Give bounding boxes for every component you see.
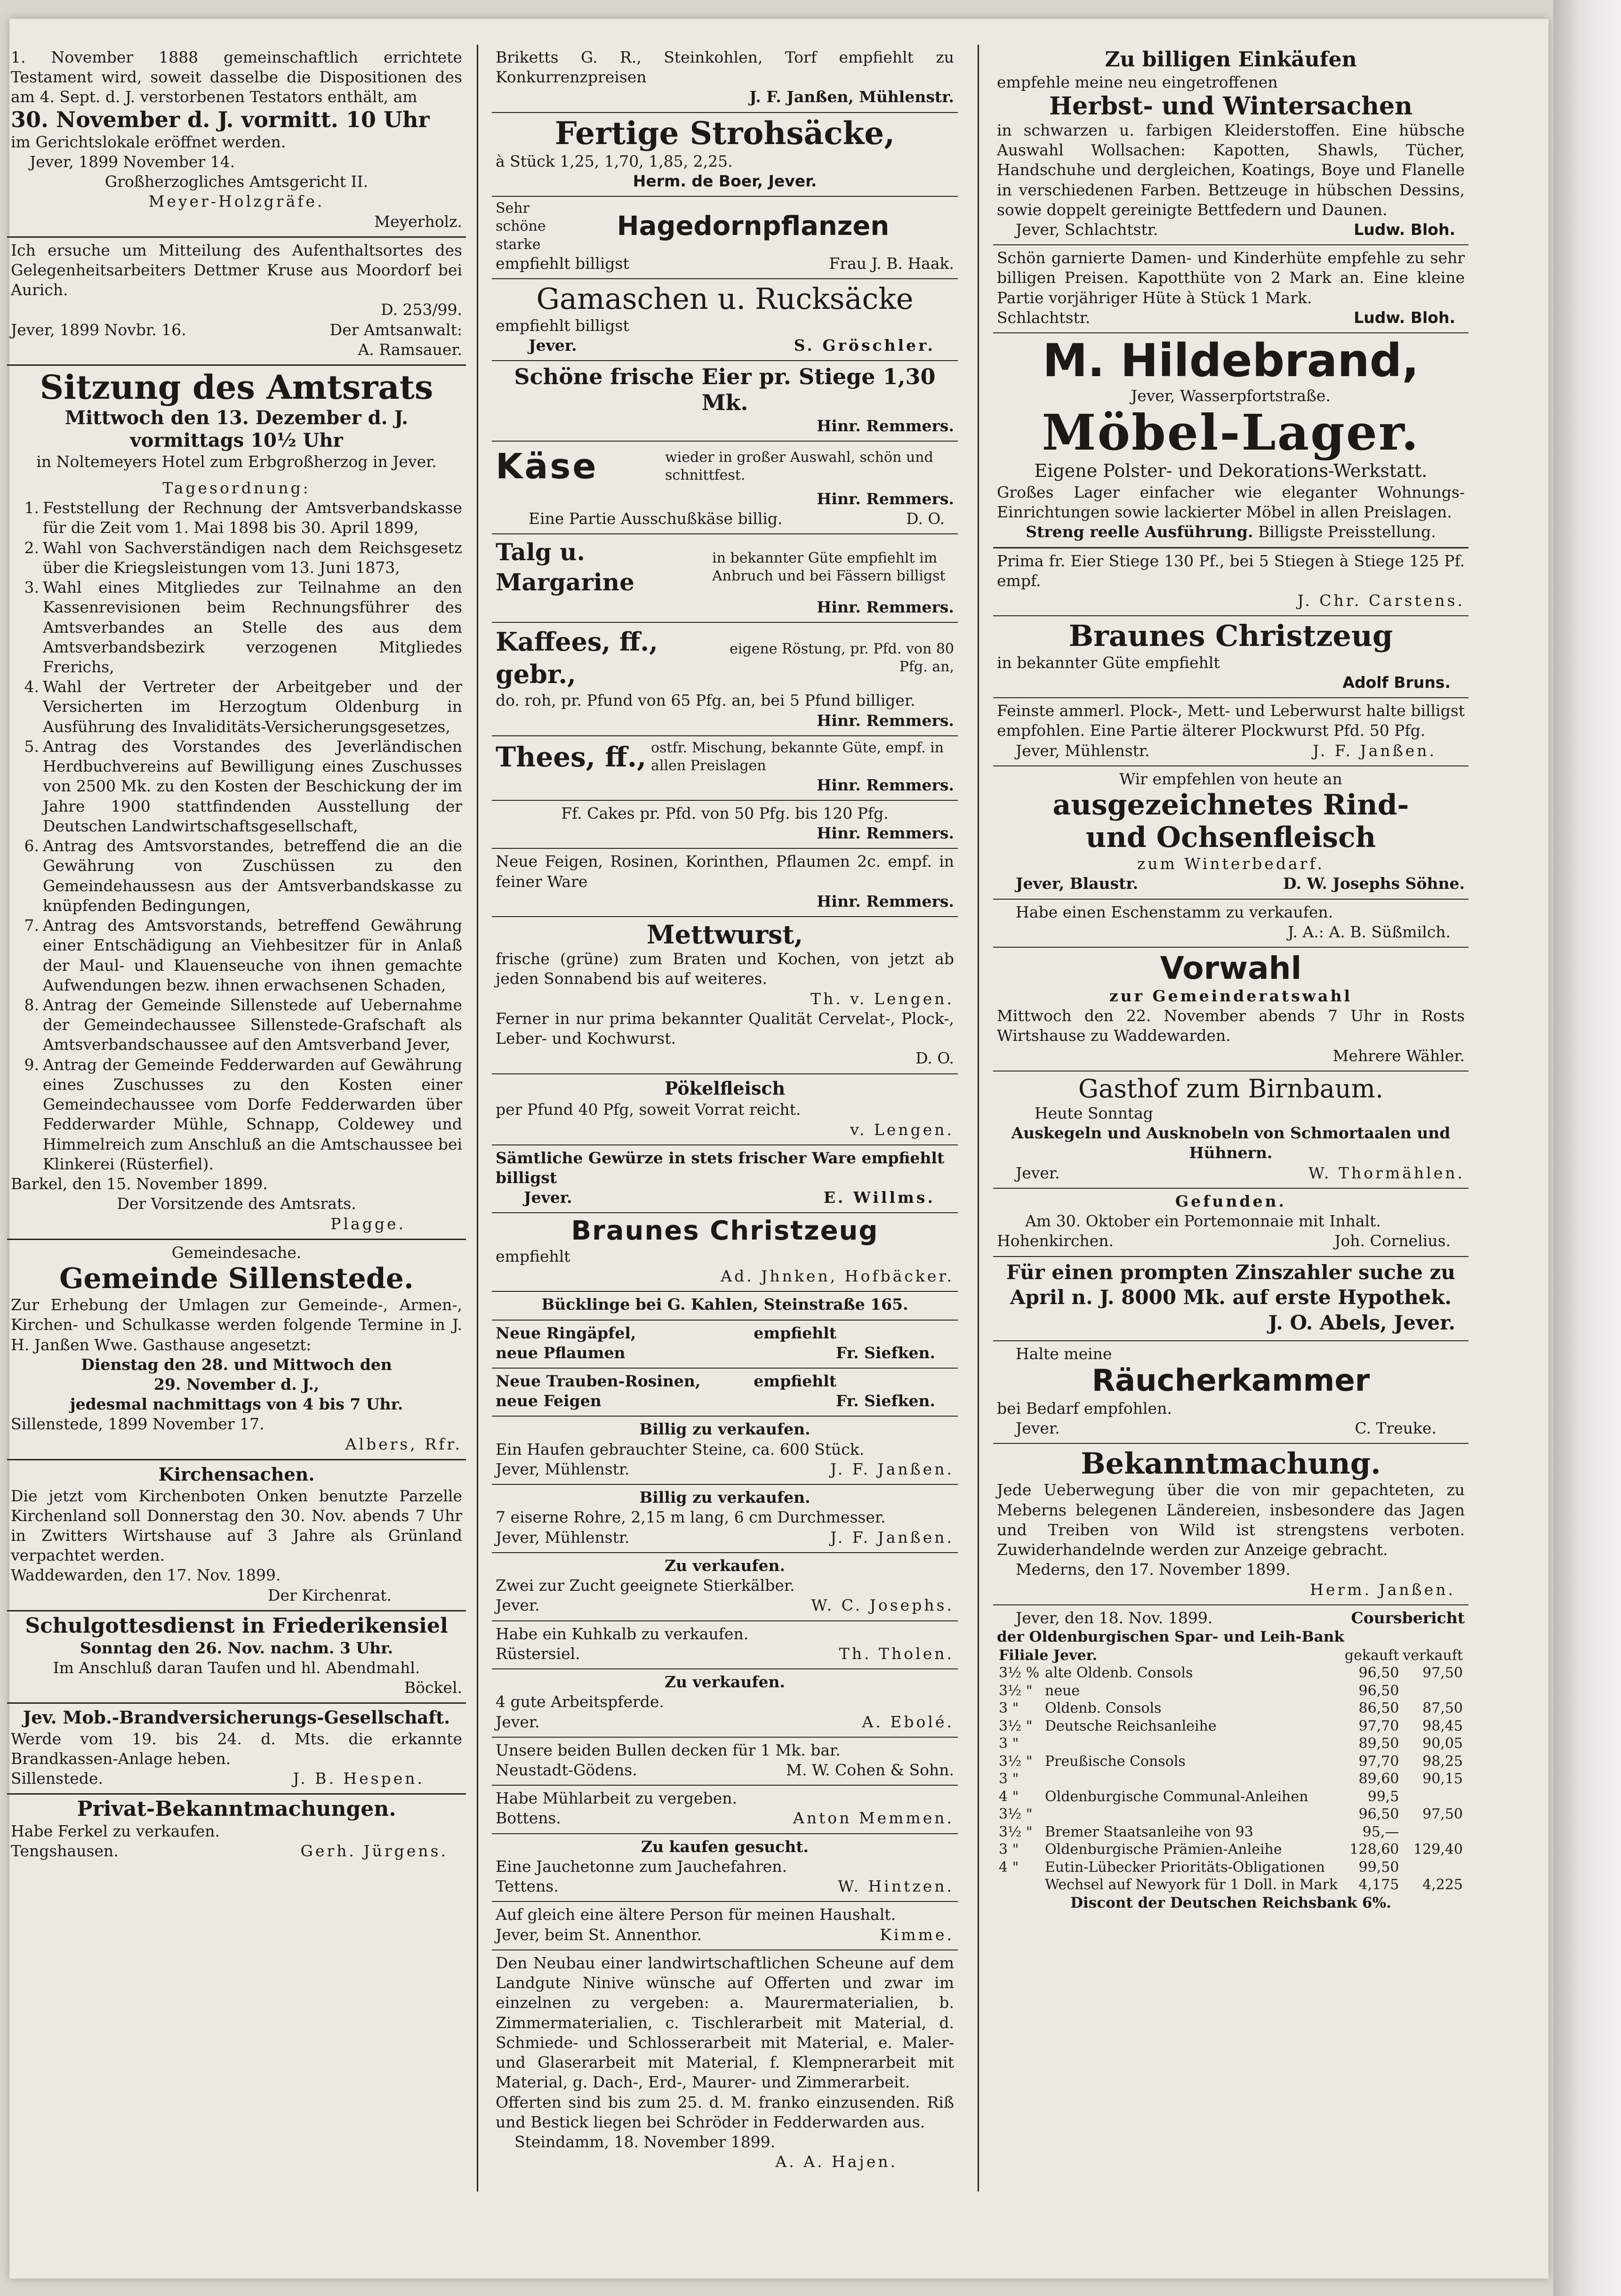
ad-christzeug-bruns xyxy=(993,616,1469,698)
agenda-item: 7. Antrag des Amtsvorstands, betreffend Gewährung einer Entschädigung an Viehbesitzer für in Anlaß der Maul- und Klauenseuche von ihnen gemachte Aufwendungen bezw. ihnen erwachsenen Schaden, xyxy=(24,916,462,994)
steine-title: Billig zu verkaufen. xyxy=(639,1420,810,1439)
thees-title: Thees, ff., xyxy=(496,741,647,773)
hildebrand-bold: Streng reelle Ausführung. xyxy=(1026,523,1253,541)
ad-briketts xyxy=(492,45,958,113)
raeucher-title: Räucherkammer xyxy=(1091,1363,1370,1399)
eier-title: Schöne frische Eier pr. Stiege 1,30 Mk. xyxy=(514,364,936,416)
kaffees-text-2: do. roh, pr. Pfund von 65 Pfg. an, bei 5 Pfund billiger. xyxy=(496,691,915,710)
muehlarbeit-text: Habe Mühlarbeit zu vergeben. xyxy=(496,1789,737,1808)
wurst-place: Jever, Mühlenstr. xyxy=(1016,741,1150,760)
ad-rohre xyxy=(492,1485,958,1553)
kaese-signature: Hinr. Remmers. xyxy=(817,489,954,508)
ringaepfel-signature: Fr. Siefken. xyxy=(835,1343,935,1362)
ad-privat xyxy=(7,1795,466,1866)
bullen-place: Neustadt-Gödens. xyxy=(496,1760,637,1779)
ad-rind xyxy=(993,766,1469,900)
kaese-extra-signature: D. O. xyxy=(906,509,945,528)
eschenstamm-signature: J. A.: A. B. Süßmilch. xyxy=(1287,922,1451,941)
table-row: 4 " Oldenburgische Communal-Anleihen 99,5 xyxy=(999,1788,1399,1805)
steine-place: Jever, Mühlenstr. xyxy=(496,1459,630,1478)
wurst-signature: J. F. Janßen. xyxy=(1313,741,1436,760)
table-row: 3 " Oldenb. Consols 86,50 87,50 xyxy=(999,1700,1463,1717)
poekel-text: per Pfund 40 Pfg, soweit Vorrat reicht. xyxy=(496,1100,801,1119)
kurse-discont: Discont der Deutschen Reichsbank 6%. xyxy=(1070,1894,1391,1911)
sillenstede-place: Sillenstede, 1899 November 17. xyxy=(11,1415,265,1434)
muehlarbeit-place: Bottens. xyxy=(496,1809,561,1828)
ad-sillenstede xyxy=(7,1240,466,1460)
vorwahl-sub: zur Gemeinderatswahl xyxy=(1109,986,1353,1005)
billig-place: Jever, Schlachtstr. xyxy=(1016,220,1158,239)
scanner-page-edge xyxy=(1553,0,1621,2296)
sillenstede-dates-2: 29. November d. J., xyxy=(153,1375,320,1394)
stierkaelber-place: Jever. xyxy=(496,1596,540,1615)
pferde-text: 4 gute Arbeitspferde. xyxy=(496,1692,664,1711)
rohre-place: Jever, Mühlenstr. xyxy=(496,1528,630,1547)
briketts-signature: J. F. Janßen, Mühlenstr. xyxy=(749,88,954,106)
kurse-col-gekauft: gekauft xyxy=(1344,1647,1399,1664)
sillenstede-dates-1: Dienstag den 28. und Mittwoch den xyxy=(81,1355,392,1374)
table-row: 3½ % alte Oldenb. Consols 96,50 97,50 xyxy=(999,1665,1463,1682)
hildebrand-title-2: Möbel-Lager. xyxy=(1042,403,1420,461)
table-row: 3½ " Preußische Consols 97,70 98,25 xyxy=(999,1753,1463,1770)
table-row: 3½ " 96,50 97,50 xyxy=(999,1806,1463,1823)
privat-signature: Gerh. Jürgens. xyxy=(300,1842,448,1861)
brandkasse-title: Jev. Mob.-Brandversicherungs-Gesellschaft. xyxy=(23,1707,450,1728)
vorwahl-title: Vorwahl xyxy=(1160,950,1302,987)
rohre-text: 7 eiserne Rohre, 2,15 m lang, 6 cm Durchmesser. xyxy=(496,1508,886,1527)
amtsrat-date: Barkel, den 15. November 1899. xyxy=(11,1175,268,1193)
aufenthalt-ref: D. 253/99. xyxy=(381,300,462,319)
person-signature: Kimme. xyxy=(880,1925,954,1944)
testament-place: Jever, 1899 November 14. xyxy=(30,152,235,171)
table-row: 3 " Oldenburgische Prämien-Anleihe 128,60 129,40 xyxy=(999,1841,1463,1858)
gewuerze-place: Jever. xyxy=(524,1188,572,1207)
agenda-list xyxy=(11,498,462,1174)
testament-rest: im Gerichtslokale eröffnet werden. xyxy=(11,132,286,151)
ad-ringaepfel xyxy=(492,1321,958,1369)
testament-signature: Meyerholz. xyxy=(374,212,462,231)
ad-gewuerze xyxy=(492,1145,958,1214)
ad-birnbaum xyxy=(993,1071,1469,1189)
gefunden-text: Am 30. Oktober ein Portemonnaie mit Inhalt. xyxy=(1025,1212,1381,1231)
agenda-item: 9. Antrag der Gemeinde Fedderwarden auf Gewährung eines Zuschusses zu den Kosten einer Gemeindechaussee vom Dorfe Fedderwarden über Fedderwarder Mühle, Schnapp, Coldewey und Himmelreich zum Anschluß an die Amtschaussee bei Klinkerei (Rüsterfiel). xyxy=(24,1055,462,1173)
bekanntmachung-signature: Herm. Janßen. xyxy=(1310,1580,1455,1599)
testament-court: Großherzogliches Amtsgericht II. xyxy=(104,172,369,191)
ad-stierkaelber xyxy=(492,1553,958,1621)
column-rule xyxy=(477,45,478,2191)
rosinen-line-1: Neue Trauben-Rosinen, xyxy=(496,1372,701,1390)
agenda-item: 1. Feststellung der Rechnung der Amtsverbandskasse für die Zeit vom 1. Mai 1898 bis 30. April 1899, xyxy=(24,499,462,537)
hagedorn-signature: Frau J. B. Haak. xyxy=(829,254,954,273)
kuhkalb-signature: Th. Tholen. xyxy=(839,1644,954,1663)
gefunden-title: Gefunden. xyxy=(1175,1192,1286,1210)
stierkaelber-signature: W. C. Josephs. xyxy=(811,1596,954,1615)
pferde-signature: A. Ebolé. xyxy=(862,1712,954,1731)
column-2 xyxy=(492,45,958,2210)
bullen-text: Unsere beiden Bullen decken für 1 Mk. bar. xyxy=(496,1740,841,1759)
rosinen-signature: Fr. Siefken. xyxy=(835,1392,935,1410)
brandkasse-text: Werde vom 19. bis 24. d. Mts. die erkannte Brandkassen-Anlage heben. xyxy=(11,1729,462,1768)
ad-eschenstamm xyxy=(993,900,1469,948)
stierkaelber-title: Zu verkaufen. xyxy=(664,1556,786,1575)
jauche-title: Zu kaufen gesucht. xyxy=(641,1837,809,1856)
table-row: 3 " 89,50 90,05 xyxy=(999,1735,1463,1752)
ad-hypothek xyxy=(993,1257,1469,1341)
rosinen-right: empfiehlt xyxy=(754,1372,836,1390)
kurse-date: Jever, den 18. Nov. 1899. xyxy=(1016,1608,1213,1627)
birnbaum-text: Auskegeln und Ausknobeln von Schmortaalen und Hühnern. xyxy=(1011,1124,1451,1162)
amtsrat-when-2: vormittags 10½ Uhr xyxy=(130,429,343,451)
ad-pferde xyxy=(492,1669,958,1738)
ad-prima-eier xyxy=(993,548,1469,617)
mettwurst-title: Mettwurst, xyxy=(646,919,803,950)
agenda-title: Tagesordnung: xyxy=(162,478,311,497)
vorwahl-signature: Mehrere Wähler. xyxy=(1332,1046,1465,1065)
rind-title-2: und Ochsenfleisch xyxy=(1085,821,1376,854)
ad-huete xyxy=(993,245,1469,333)
christzeug-title: Braunes Christzeug xyxy=(571,1216,879,1247)
raeucher-pre: Halte meine xyxy=(1016,1344,1112,1363)
hildebrand-title: M. Hildebrand, xyxy=(1043,334,1419,387)
amtsrat-board: Der Vorsitzende des Amtsrats. xyxy=(117,1194,356,1213)
sillenstede-text: Zur Erhebung der Umlagen zur Gemeinde-, Armen-, Kirchen- und Schulkasse werden folgende Termine in J. H. Janßen Wwe. Gasthause angesetzt: xyxy=(11,1296,462,1354)
mettwurst-text-2: Ferner in nur prima bekannter Qualität Cervelat-, Plock-, Leber- und Kochwurst. xyxy=(496,1009,954,1048)
talg-signature: Hinr. Remmers. xyxy=(817,598,954,617)
billig-title-2: Herbst- und Wintersachen xyxy=(1049,92,1412,121)
aufenthalt-name: A. Ramsauer. xyxy=(358,340,462,359)
birnbaum-signature: W. Thormählen. xyxy=(1308,1163,1465,1182)
birnbaum-place: Jever. xyxy=(1016,1163,1060,1182)
ad-hagedorn xyxy=(492,197,958,279)
christzeug-signature: Ad. Jhnken, Hofbäcker. xyxy=(721,1267,954,1286)
ad-kuhkalb xyxy=(492,1621,958,1669)
ad-poekel xyxy=(492,1074,958,1145)
christzeug-bruns-text: in bekannter Güte empfiehlt xyxy=(997,653,1220,672)
kaffees-signature: Hinr. Remmers. xyxy=(817,711,954,730)
ad-mettwurst xyxy=(492,917,958,1074)
kuhkalb-place: Rüstersiel. xyxy=(496,1644,580,1663)
hagedorn-title: Hagedornpflanzen xyxy=(617,211,890,242)
strohsaecke-title: Fertige Strohsäcke, xyxy=(554,114,895,152)
gamaschen-signature: S. Gröschler. xyxy=(794,336,935,354)
table-row: 3½ " neue 96,50 xyxy=(999,1682,1399,1699)
huete-signature: Ludw. Bloh. xyxy=(1354,308,1455,327)
billig-text: empfehle meine neu eingetroffenen xyxy=(997,73,1278,91)
rind-title: ausgezeichnetes Rind- xyxy=(1052,789,1409,822)
poekel-signature: v. Lengen. xyxy=(850,1120,954,1139)
ad-rosinen xyxy=(492,1369,958,1417)
jauche-signature: W. Hintzen. xyxy=(838,1877,954,1896)
table-row: 4 " Eutin-Lübecker Prioritäts-Obligationen 99,50 xyxy=(999,1859,1399,1876)
rind-place: Jever, Blaustr. xyxy=(1016,874,1139,893)
amtsrat-where: in Noltemeyers Hotel zum Erbgroßherzog in Jever. xyxy=(36,452,437,471)
hypothek-text: Für einen prompten Zinszahler suche zu April n. J. 8000 Mk. auf erste Hypothek. xyxy=(1006,1260,1455,1309)
amtsrat-signature: Plagge. xyxy=(330,1214,406,1233)
kaese-extra: Eine Partie Ausschußkäse billig. xyxy=(529,509,783,528)
testament-text: 1. November 1888 gemeinschaftlich errichtete Testament wird, soweit dasselbe die Dispositionen des am 4. Sept. d. J. verstorbenen Testators enthält, am xyxy=(11,48,462,106)
schulgottesdienst-text: Im Anschluß daran Taufen und hl. Abendmahl. xyxy=(53,1658,420,1677)
ad-kaffees xyxy=(492,623,958,736)
mettwurst-signature-2: D. O. xyxy=(915,1049,954,1068)
thees-signature: Hinr. Remmers. xyxy=(817,775,954,794)
cakes-signature: Hinr. Remmers. xyxy=(817,824,954,843)
sillenstede-header: Gemeindesache. xyxy=(171,1243,302,1262)
agenda-item: 3. Wahl eines Mitgliedes zur Teilnahme an den Kassenrevisionen beim Rechnungsführer des Amtsverbandes an Stelle des aus dem Amtsverbandsbezirk verzogenen Mitgliedes Frerichs, xyxy=(24,578,462,677)
aufenthalt-text: Ich ersuche um Mitteilung des Aufenthaltsortes des Gelegenheitsarbeiters Dettmer Kruse aus Moordorf bei Aurich. xyxy=(11,241,462,299)
bekanntmachung-title: Bekanntmachung. xyxy=(1081,1446,1381,1481)
gefunden-place: Hohenkirchen. xyxy=(997,1232,1114,1250)
ad-kaese xyxy=(492,442,958,534)
primaeier-signature: J. Chr. Carstens. xyxy=(1297,591,1465,610)
sillenstede-dates-3: jedesmal nachmittags von 4 bis 7 Uhr. xyxy=(70,1395,403,1414)
vorwahl-text: Mittwoch den 22. November abends 7 Uhr in Rosts Wirtshause zu Waddewarden. xyxy=(997,1007,1465,1045)
talg-text: in bekannter Güte empfiehlt im Anbruch und bei Fässern billigst xyxy=(712,549,946,585)
gewuerze-text: Sämtliche Gewürze in stets frischer Ware empfiehlt billigst xyxy=(496,1148,945,1187)
pferde-title: Zu verkaufen. xyxy=(664,1673,786,1692)
schulgottesdienst-signature: Böckel. xyxy=(404,1678,462,1697)
rohre-title: Billig zu verkaufen. xyxy=(639,1488,810,1507)
ad-buecklinge xyxy=(492,1292,958,1320)
birnbaum-title: Gasthof zum Birnbaum. xyxy=(1078,1073,1384,1104)
ringaepfel-line-2: neue Pflaumen xyxy=(496,1343,626,1362)
kirche-place: Waddewarden, den 17. Nov. 1899. xyxy=(11,1566,281,1585)
huete-place: Schlachtstr. xyxy=(997,308,1091,327)
steine-signature: J. F. Janßen. xyxy=(830,1459,954,1478)
kirche-text: Die jetzt vom Kirchenboten Onken benutzte Parzelle Kirchenland soll Donnerstag den 30. Nov. abends 7 Uhr in Zwitters Wirtshause auf 3 Jahre als Grünland verpachtet werden. xyxy=(11,1486,462,1565)
ad-bekanntmachung xyxy=(993,1444,1469,1605)
brandkasse-signature: J. B. Hespen. xyxy=(293,1769,425,1788)
raeucher-signature: C. Treuke. xyxy=(1355,1418,1436,1437)
ad-bullen xyxy=(492,1738,958,1786)
person-text: Auf gleich eine ältere Person für meinen Haushalt. xyxy=(496,1905,896,1924)
kaese-title: Käse xyxy=(496,446,598,487)
sillenstede-title: Gemeinde Sillenstede. xyxy=(59,1262,414,1296)
kaffees-text: eigene Röstung, pr. Pfd. von 80 Pfg. an, xyxy=(730,640,954,676)
gewuerze-signature: E. Willms. xyxy=(823,1188,935,1207)
ad-raeucherkammer xyxy=(993,1341,1469,1444)
hildebrand-sub-2: Eigene Polster- und Dekorations-Werkstatt. xyxy=(1034,460,1428,482)
briketts-text: Briketts G. R., Steinkohlen, Torf empfiehlt zu Konkurrenzpreisen xyxy=(496,48,954,87)
ad-strohsaecke xyxy=(492,113,958,197)
column-3 xyxy=(993,45,1469,2210)
ad-amtsrat xyxy=(7,366,466,1240)
hildebrand-sub: Jever, Wasserpfortstraße. xyxy=(1131,386,1331,405)
ad-testament xyxy=(7,45,466,238)
billig-title: Zu billigen Einkäufen xyxy=(1105,48,1357,72)
ad-talg xyxy=(492,534,958,623)
rind-sub: zum Winterbedarf. xyxy=(1137,854,1324,873)
christzeug-bruns-signature: Adolf Bruns. xyxy=(1342,673,1451,692)
strohsaecke-price: à Stück 1,25, 1,70, 1,85, 2,25. xyxy=(496,152,733,170)
column-rule xyxy=(978,45,979,2191)
agenda-item: 8. Antrag der Gemeinde Sillenstede auf Uebernahme der Gemeindechaussee Sillenstede-Grafschaft als Amtsverbandschaussee auf den Amtsverband Jever, xyxy=(24,996,462,1054)
buecklinge-text: Bücklinge bei G. Kahlen, Steinstraße 165. xyxy=(541,1295,908,1314)
kurse-col-verkauft: verkauft xyxy=(1403,1647,1463,1664)
ad-scheune xyxy=(492,1950,958,2177)
privat-title: Privat-Bekanntmachungen. xyxy=(77,1797,396,1821)
hagedorn-pre: Sehr schöne starke xyxy=(496,200,546,253)
table-row: 3 " 89,60 90,15 xyxy=(999,1771,1463,1788)
steine-text: Ein Haufen gebrauchter Steine, ca. 600 Stück. xyxy=(496,1440,865,1458)
ad-hildebrand xyxy=(993,333,1469,548)
ad-thees xyxy=(492,736,958,801)
cakes-text: Ff. Cakes pr. Pfd. von 50 Pfg. bis 120 Pfg. xyxy=(561,804,889,822)
kurse-title: Coursbericht xyxy=(1351,1608,1465,1627)
agenda-item: 2. Wahl von Sachverständigen nach dem Reichsgesetz über die Kriegsleistungen vom 13. Juni 1873, xyxy=(24,538,462,577)
table-row: 3½ " Bremer Staatsanleihe von 93 95,— xyxy=(999,1823,1399,1840)
eier-signature: Hinr. Remmers. xyxy=(817,416,954,435)
talg-title: Talg u. Margarine xyxy=(496,538,634,596)
kaffees-title: Kaffees, ff., gebr., xyxy=(496,627,658,690)
ad-brandkasse xyxy=(7,1704,466,1795)
ad-steine xyxy=(492,1417,958,1485)
ad-schulgottesdienst xyxy=(7,1611,466,1704)
rind-signature: D. W. Josephs Söhne. xyxy=(1283,874,1465,893)
kurse-filiale: Filiale Jever. xyxy=(999,1647,1098,1664)
table-row: Wechsel auf Newyork für 1 Doll. in Mark 4,175 4,225 xyxy=(1045,1877,1463,1893)
ad-feigen xyxy=(492,849,958,917)
mettwurst-signature: Th. v. Lengen. xyxy=(810,989,954,1008)
christzeug-text: empfiehlt xyxy=(496,1247,570,1265)
kurse-bank: der Oldenburgischen Spar- und Leih-Bank xyxy=(997,1628,1344,1646)
ad-billig-einkaeufe xyxy=(993,45,1469,245)
ringaepfel-line-1: Neue Ringäpfel, xyxy=(496,1323,636,1342)
schulgottesdienst-when: Sonntag den 26. Nov. nachm. 3 Uhr. xyxy=(80,1638,393,1657)
raeucher-text: bei Bedarf empfohlen. xyxy=(997,1399,1172,1418)
mettwurst-text: frische (grüne) zum Braten und Kochen, von jetzt ab jeden Sonnabend bis auf weiteres. xyxy=(496,950,954,988)
kurse-header-row xyxy=(997,1647,1465,1665)
privat-text: Habe Ferkel zu verkaufen. xyxy=(11,1821,220,1840)
ad-aufenthalt xyxy=(7,238,466,366)
sillenstede-signature: Albers, Rfr. xyxy=(345,1434,462,1453)
agenda-item: 6. Antrag des Amtsvorstandes, betreffend die an die Gewährung von Zuschüssen zu den Gemeindehaussesn aus der Amtsverbandskasse zu knüpfenden Bedingungen, xyxy=(24,837,462,915)
bekanntmachung-text: Jede Ueberwegung über die von mir gepachteten, zu Meberns belegenen Ländereien, insbesondere das Jagen und Treiben von Wild ist strengstens verboten. Zuwiderhandelnde werden zur Anzeige gebracht. xyxy=(997,1481,1465,1559)
agenda-item: 4. Wahl der Vertreter der Arbeitgeber und der Versicherten im Herzogtum Oldenburg in Ausführung des Invaliditäts-Versicherungsgesetzes, xyxy=(24,677,462,736)
testament-date: 30. November d. J. vormitt. 10 Uhr xyxy=(11,106,430,132)
wurst-text: Feinste ammerl. Plock-, Mett- und Leberwurst halte billigst empfohlen. Eine Partie älterer Plockwurst Pfd. 50 Pfg. xyxy=(997,701,1465,740)
jauche-text: Eine Jauchetonne zum Jauchefahren. xyxy=(496,1857,787,1876)
gefunden-signature: Joh. Cornelius. xyxy=(1334,1232,1451,1250)
amtsrat-title: Sitzung des Amtsrats xyxy=(40,368,433,407)
ad-eier xyxy=(492,361,958,442)
ad-muehlarbeit xyxy=(492,1786,958,1834)
aufenthalt-office: Der Amtsanwalt: xyxy=(329,320,462,339)
rohre-signature: J. F. Janßen. xyxy=(830,1528,954,1547)
birnbaum-pre: Heute Sonntag xyxy=(1035,1104,1153,1122)
ad-vorwahl xyxy=(993,948,1469,1071)
gamaschen-place: Jever. xyxy=(529,336,577,354)
muehlarbeit-signature: Anton Memmen. xyxy=(793,1809,954,1828)
bullen-signature: M. W. Cohen & Sohn. xyxy=(786,1760,954,1779)
ad-jauche xyxy=(492,1834,958,1902)
raeucher-place: Jever. xyxy=(1016,1418,1060,1437)
scheune-text: Den Neubau einer landwirtschaftlichen Scheune auf dem Landgute Ninive wünsche auf Offerten und zwar im einzelnen zu vergeben: a. Maurermaterialien, b. Zimmermaterialien, c. Tischlerarbeit mit Material, d. Schmiede- und Schlosserarbeit mit Material, e. Maler- und Glaserarbeit mit Material, f. Klempnerarbeit mit Material, g. Dach-, Erd-, Maurer- und Zimmerarbeit. xyxy=(496,1953,954,2092)
ad-cakes xyxy=(492,801,958,849)
kirche-signature: Der Kirchenrat. xyxy=(268,1586,392,1604)
strohsaecke-signature: Herm. de Boer, Jever. xyxy=(633,171,817,190)
column-1 xyxy=(7,45,466,2210)
hildebrand-tail: Billigste Preisstellung. xyxy=(1258,523,1436,541)
hagedorn-text: empfiehlt billigst xyxy=(496,254,629,273)
hildebrand-text: Großes Lager einfacher wie eleganter Wohnungs-Einrichtungen sowie lackierter Möbel in allen Preislagen. xyxy=(997,483,1465,522)
rosinen-line-2: neue Feigen xyxy=(496,1392,602,1410)
scheune-place: Steindamm, 18. November 1899. xyxy=(514,2132,776,2151)
eschenstamm-text: Habe einen Eschenstamm zu verkaufen. xyxy=(1016,902,1333,921)
feigen-signature: Hinr. Remmers. xyxy=(817,892,954,910)
aufenthalt-date: Jever, 1899 Novbr. 16. xyxy=(11,320,186,339)
billig-text-2: in schwarzen u. farbigen Kleiderstoffen. Eine hübsche Auswahl Wollsachen: Kapotten, Shawls, Tücher, Handschuhe und dergleichen, Koatings, Boye und Flanelle in verschiedenen Farben. Bettzeuge in hübschen Dessins, sowie doppelt gereinigte Bettfedern und Daunen. xyxy=(997,121,1465,219)
person-place: Jever, beim St. Annenthor. xyxy=(496,1925,702,1944)
primaeier-text: Prima fr. Eier Stiege 130 Pf., bei 5 Stiegen à Stiege 125 Pf. empf. xyxy=(997,551,1465,590)
agenda-item: 5. Antrag des Vorstandes des Jeverländischen Herdbuchvereins auf Bewilligung eines Zuschusses von 2500 Mk. zu den Kosten der Beschickung der im Jahre 1900 stattfindenden Ausstellung der Deutschen Landwirtschaftsgesellschaft, xyxy=(24,737,462,835)
feigen-text: Neue Feigen, Rosinen, Korinthen, Pflaumen 2c. empf. in feiner Ware xyxy=(496,852,954,891)
scheune-signature: A. A. Hajen. xyxy=(775,2152,898,2171)
stierkaelber-text: Zwei zur Zucht geeignete Stierkälber. xyxy=(496,1576,795,1595)
scheune-text-2: Offerten sind bis zum 25. d. M. franko einzusenden. Riß und Bestick liegen bei Schröder in Fedderwarden aus. xyxy=(496,2093,954,2131)
ad-coursbericht xyxy=(993,1605,1469,1917)
bekanntmachung-place: Mederns, den 17. November 1899. xyxy=(1016,1560,1291,1579)
ad-gefunden xyxy=(993,1189,1469,1257)
privat-place: Tengshausen. xyxy=(11,1842,119,1861)
pferde-place: Jever. xyxy=(496,1712,540,1731)
billig-signature: Ludw. Bloh. xyxy=(1354,220,1455,239)
jauche-place: Tettens. xyxy=(496,1877,559,1896)
kirche-header: Kirchensachen. xyxy=(158,1463,315,1485)
kaese-text: wieder in großer Auswahl, schön und schnittfest. xyxy=(665,449,933,484)
kuhkalb-text: Habe ein Kuhkalb zu verkaufen. xyxy=(496,1624,749,1643)
testament-judge: Meyer-Holzgräfe. xyxy=(148,192,325,211)
brandkasse-place: Sillenstede. xyxy=(11,1769,103,1788)
hypothek-signature: J. O. Abels, Jever. xyxy=(1268,1311,1455,1335)
amtsrat-when-1: Mittwoch den 13. Dezember d. J. xyxy=(64,406,409,429)
gamaschen-text: empfiehlt billigst xyxy=(496,316,629,335)
ad-wurst xyxy=(993,698,1469,766)
ad-kirche xyxy=(7,1460,466,1611)
huete-text: Schön garnierte Damen- und Kinderhüte empfehle zu sehr billigen Preisen. Kapotthüte von 2 Mark an. Eine kleine Partie vorjähriger Hüte à Stück 1 Mark. xyxy=(997,249,1465,307)
rind-pre: Wir empfehlen von heute an xyxy=(1119,769,1342,788)
table-row: 3½ " Deutsche Reichsanleihe 97,70 98,45 xyxy=(999,1717,1463,1734)
ad-christzeug-jhnken xyxy=(492,1213,958,1292)
ringaepfel-right: empfiehlt xyxy=(754,1323,836,1342)
ad-gamaschen xyxy=(492,279,958,361)
schulgottesdienst-title: Schulgottesdienst in Friederikensiel xyxy=(25,1613,448,1638)
christzeug-bruns-title: Braunes Christzeug xyxy=(1068,619,1393,653)
poekel-title: Pökelfleisch xyxy=(664,1077,786,1099)
ad-person xyxy=(492,1902,958,1950)
thees-text: ostfr. Mischung, bekannte Güte, empf. in allen Preislagen xyxy=(651,739,944,774)
gamaschen-title: Gamaschen u. Rucksäcke xyxy=(536,282,914,316)
kurse-table xyxy=(997,1647,1465,1894)
